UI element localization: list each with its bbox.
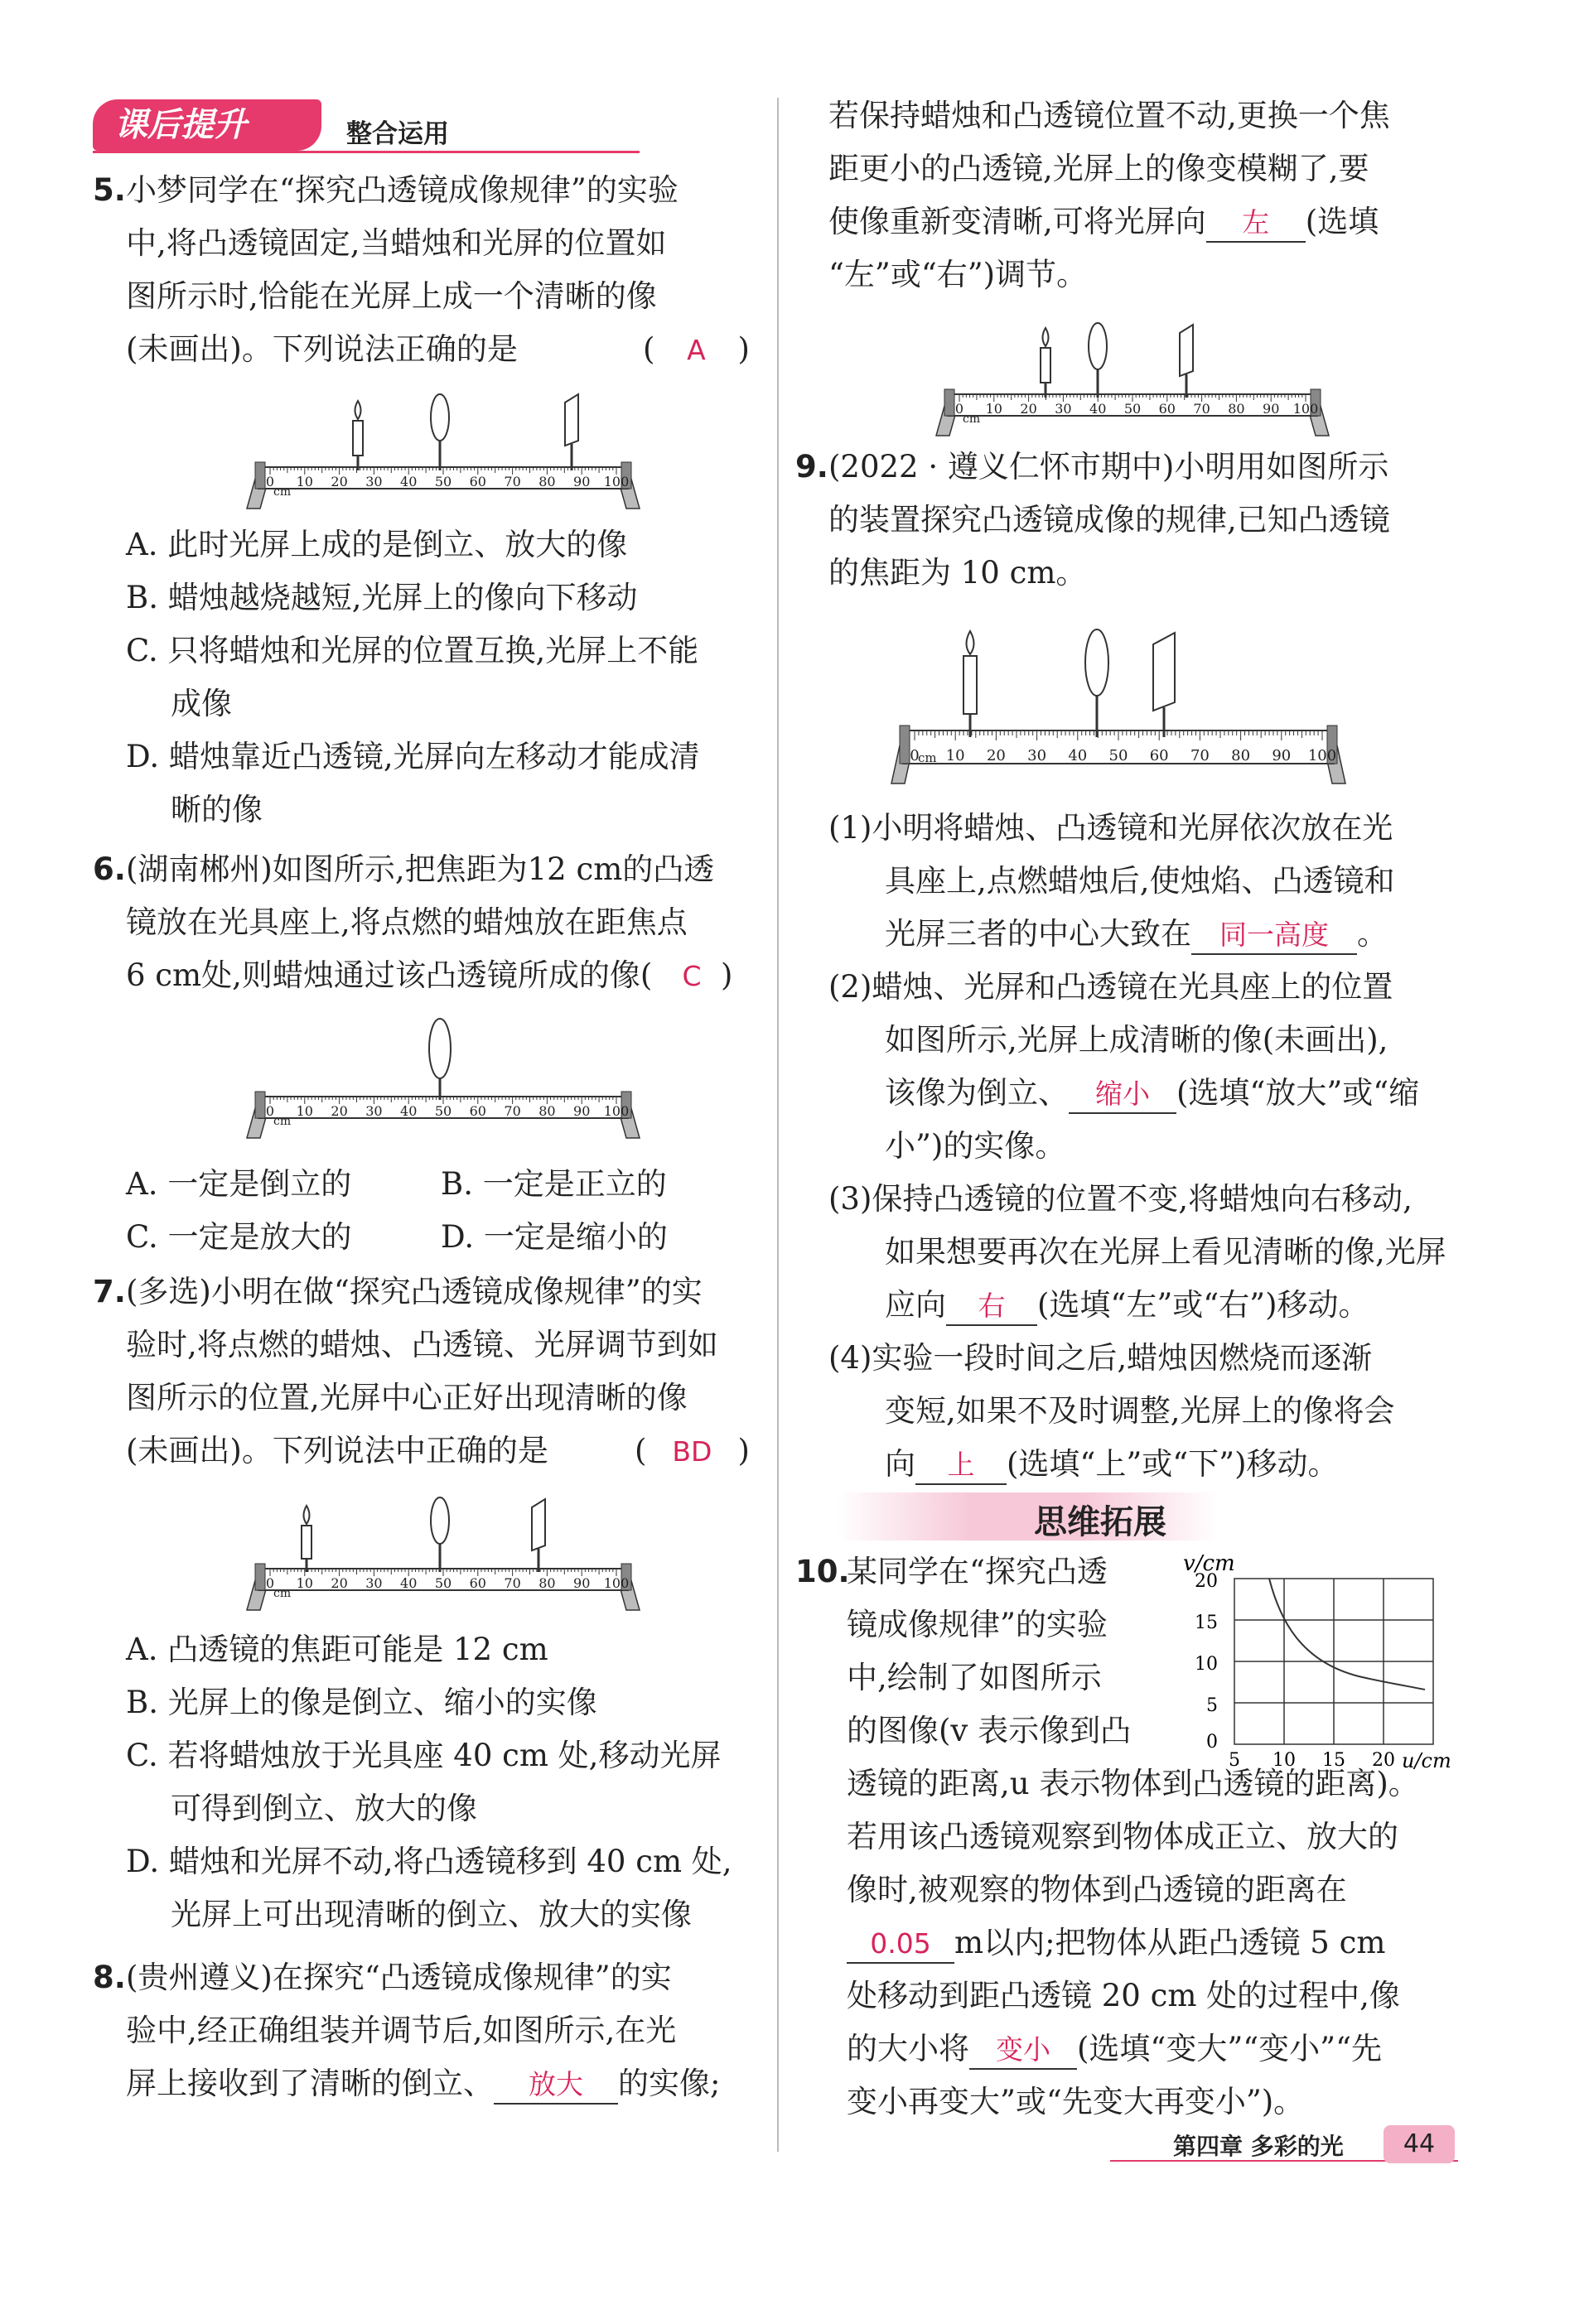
page-number: 44 <box>1384 2125 1455 2163</box>
q6-line: 6 cm处,则蜡烛通过该凸透镜所成的像( <box>126 957 653 993</box>
q5-option-a: A. 此时光屏上成的是倒立、放大的像 <box>126 527 628 562</box>
bench-tick-label: 30 <box>365 1103 383 1119</box>
bench-tick-label: 0 <box>265 1575 275 1591</box>
q5-line: 中,将凸透镜固定,当蜡烛和光屏的位置如 <box>126 225 667 261</box>
q10-answer-1: 0.05 <box>870 1927 931 1960</box>
q10-line-tail: m以内;把物体从距凸透镜 5 cm <box>954 1925 1386 1960</box>
q9-part3: (3)保持凸透镜的位置不变,将蜡烛向右移动, <box>828 1181 1413 1217</box>
bench-tick-label: 70 <box>504 1575 521 1591</box>
q5-option-c-cont: 成像 <box>171 686 232 721</box>
bench-tick-label: 70 <box>504 1103 521 1119</box>
q9-part2: 小”)的实像。 <box>885 1128 1066 1164</box>
candle-icon <box>1041 328 1050 398</box>
bench-tick-label: 60 <box>469 1575 486 1591</box>
q7-option-a: A. 凸透镜的焦距可能是 12 cm <box>126 1632 548 1667</box>
bench-tick-label: 60 <box>1158 401 1176 417</box>
candle-icon <box>353 401 363 470</box>
bench-tick-label: 60 <box>1149 747 1169 764</box>
q9-blank-1[interactable] <box>1191 916 1357 955</box>
q7-option-d-cont: 光屏上可出现清晰的倒立、放大的实像 <box>171 1897 692 1932</box>
q9-part1-with-blank <box>885 908 1388 961</box>
candle-icon <box>302 1506 311 1572</box>
q8-blank-1[interactable] <box>494 2066 618 2105</box>
q9-part2: 如图所示,光屏上成清晰的像(未画出), <box>885 1022 1388 1058</box>
q6-option-d: D. 一定是缩小的 <box>441 1219 668 1255</box>
bench-tick-label: 10 <box>945 747 965 764</box>
q9-part2: 该像为倒立、 <box>885 1075 1069 1111</box>
q8-line-with-blank <box>828 195 1379 248</box>
graph-ylabel: v/cm <box>1183 1551 1235 1576</box>
bench-tick-label: 10 <box>296 1575 313 1591</box>
bench-tick-label: 30 <box>1055 401 1072 417</box>
bench-tick-label: 20 <box>986 747 1006 764</box>
lens-icon <box>429 1019 451 1100</box>
q5-option-c: C. 只将蜡烛和光屏的位置互换,光屏上不能 <box>126 633 699 668</box>
bench-unit-label: cm <box>273 1115 292 1128</box>
q10-line: 中,绘制了如图所示 <box>847 1660 1102 1695</box>
q7-line: 验时,将点燃的蜡烛、凸透镜、光屏调节到如 <box>126 1327 718 1362</box>
footer-chapter: 第四章 多彩的光 <box>1173 2133 1344 2160</box>
column-divider <box>777 98 779 2152</box>
optical-bench <box>247 1092 640 1138</box>
screen-icon <box>565 394 578 470</box>
bench-tick-label: 30 <box>1027 747 1047 764</box>
q9-line: 的装置探究凸透镜成像的规律,已知凸透镜 <box>828 502 1390 538</box>
lens-icon <box>431 1497 449 1572</box>
q5-answer: A <box>687 334 706 366</box>
bench-tick-label: 40 <box>400 1103 418 1119</box>
q10-answer-2: 变小 <box>996 2033 1050 2066</box>
bench-unit-label: cm <box>273 485 292 499</box>
section-banner-title: 思维拓展 <box>1034 1503 1166 1541</box>
graph-ytick: 10 <box>1195 1654 1218 1675</box>
bench-tick-label: 40 <box>1068 747 1088 764</box>
q9-part2: (2)蜡烛、光屏和凸透镜在光具座上的位置 <box>828 969 1393 1005</box>
bench-tick-label: 30 <box>365 1575 383 1591</box>
graph-ytick: 20 <box>1195 1571 1218 1592</box>
q8-line-tail: (选填 <box>1305 204 1379 239</box>
lens-icon <box>431 394 449 470</box>
q10-line: 透镜的距离,u 表示物体到凸透镜的距离)。 <box>847 1766 1419 1801</box>
bench-tick-label: 40 <box>400 1575 418 1591</box>
q5-line: 小梦同学在“探究凸透镜成像规律”的实验 <box>126 172 679 208</box>
bench-tick-label: 50 <box>434 1575 452 1591</box>
q8-line-tail: 的实像; <box>618 2066 721 2101</box>
graph-ytick: 15 <box>1195 1613 1218 1633</box>
bench-tick-label: 80 <box>538 1103 556 1119</box>
q9-part4-tail: (选填“上”或“下”)移动。 <box>1007 1446 1339 1482</box>
bench-tick-label: 80 <box>538 474 556 489</box>
q9-part1-tail: 。 <box>1357 916 1388 952</box>
bench-tick-label: 100 <box>603 1575 630 1591</box>
q9-part3-with-blank <box>885 1279 1369 1332</box>
q6-option-c: C. 一定是放大的 <box>126 1219 352 1255</box>
bench-tick-label: 90 <box>573 1575 591 1591</box>
q10-line-with-blank <box>847 2023 1382 2076</box>
q7-line: (多选)小明在做“探究凸透镜成像规律”的实 <box>126 1274 703 1309</box>
q10-line: 处移动到距凸透镜 20 cm 处的过程中,像 <box>847 1978 1400 2013</box>
q7-answer: BD <box>672 1435 712 1468</box>
q10-line: 的图像(v 表示像到凸 <box>847 1713 1132 1748</box>
q6-line: 镜放在光具座上,将点燃的蜡烛放在距焦点 <box>126 904 688 940</box>
lens-icon <box>1089 323 1107 398</box>
section-badge: 课后提升 <box>93 99 321 151</box>
q9-line: (2022 · 遵义仁怀市期中)小明用如图所示 <box>828 449 1389 485</box>
bench-tick-label: 10 <box>296 1103 313 1119</box>
q9-part1: (1)小明将蜡烛、凸透镜和光屏依次放在光 <box>828 810 1393 846</box>
header-rule <box>93 151 640 153</box>
q10-line-with-blank <box>847 1917 1385 1970</box>
q10-graph <box>1176 1545 1458 1769</box>
graph-xtick: 10 <box>1273 1750 1296 1769</box>
screen-icon <box>532 1499 545 1572</box>
candle-icon <box>963 631 977 737</box>
bench-tick-label: 10 <box>985 401 1002 417</box>
bench-unit-label: cm <box>963 412 981 426</box>
q5-bench-figure <box>240 381 646 522</box>
q9-part4-with-blank <box>885 1438 1339 1491</box>
bench-tick-label: 50 <box>434 1103 452 1119</box>
bench-tick-label: 10 <box>296 474 313 489</box>
bench-tick-label: 100 <box>603 474 630 489</box>
bench-tick-label: 100 <box>1307 747 1337 764</box>
q6-answer-paren: C ) <box>663 949 732 1003</box>
q5-answer-paren: ( A ) <box>643 323 750 377</box>
q9-blank-4[interactable] <box>915 1446 1007 1485</box>
q7-option-b: B. 光屏上的像是倒立、缩小的实像 <box>126 1685 597 1720</box>
bench-tick-label: 90 <box>573 474 591 489</box>
q10-blank-2[interactable] <box>969 2031 1077 2070</box>
q7-answer-paren: ( BD ) <box>635 1425 750 1478</box>
bench-tick-label: 60 <box>469 1103 486 1119</box>
q9-answer-2: 缩小 <box>1095 1078 1150 1110</box>
q9-answer-1: 同一高度 <box>1219 919 1329 951</box>
bench-tick-label: 80 <box>1231 747 1251 764</box>
section-subtitle: 整合运用 <box>346 119 449 149</box>
q8-line: 若保持蜡烛和凸透镜位置不动,更换一个焦 <box>828 98 1390 133</box>
bench-tick-label: 50 <box>1108 747 1128 764</box>
q7-option-c: C. 若将蜡烛放于光具座 40 cm 处,移动光屏 <box>126 1738 722 1773</box>
bench-tick-label: 50 <box>1123 401 1142 417</box>
bench-unit-label: cm <box>918 750 937 765</box>
bench-tick-label: 20 <box>331 1103 348 1119</box>
bench-tick-label: 80 <box>1228 401 1245 417</box>
bench-tick-label: 20 <box>331 474 348 489</box>
q6-bench-figure <box>240 1002 646 1151</box>
q7-number: 7. <box>93 1274 126 1309</box>
q6-number: 6. <box>93 851 126 887</box>
bench-tick-label: 100 <box>1292 401 1319 417</box>
graph-xtick: 15 <box>1322 1750 1345 1769</box>
q5-option-d-cont: 晰的像 <box>171 792 263 827</box>
q9-part2-tail: (选填“放大”或“缩 <box>1176 1075 1420 1111</box>
q7-option-c-cont: 可得到倒立、放大的像 <box>171 1791 477 1826</box>
q10-line: 的大小将 <box>847 2031 969 2066</box>
bench-tick-label: 70 <box>1190 747 1210 764</box>
bench-tick-label: 30 <box>365 474 383 489</box>
q5-number: 5. <box>93 172 126 208</box>
q5-option-d: D. 蜡烛靠近凸透镜,光屏向左移动才能成清 <box>126 739 700 774</box>
optical-bench <box>936 389 1329 436</box>
q10-line: 像时,被观察的物体到凸透镜的距离在 <box>847 1872 1347 1907</box>
q6-option-a: A. 一定是倒立的 <box>126 1166 352 1202</box>
q8-line: 距更小的凸透镜,光屏上的像变模糊了,要 <box>828 151 1369 186</box>
graph-grid <box>1234 1579 1433 1744</box>
q5-line: 图所示时,恰能在光屏上成一个清晰的像 <box>126 278 657 314</box>
optical-bench <box>891 726 1345 784</box>
bench-tick-label: 90 <box>1263 401 1280 417</box>
q9-line: 的焦距为 10 cm。 <box>828 555 1087 591</box>
bench-tick-label: 0 <box>910 747 920 764</box>
graph-xlabel: u/cm <box>1402 1749 1451 1769</box>
q9-answer-3: 右 <box>978 1290 1006 1322</box>
q9-bench-figure <box>870 615 1367 797</box>
bench-tick-label: 20 <box>1020 401 1037 417</box>
bench-tick-label: 60 <box>469 474 486 489</box>
graph-curve <box>1269 1579 1425 1690</box>
q10-number: 10. <box>795 1554 850 1589</box>
q5-option-b: B. 蜡烛越烧越短,光屏上的像向下移动 <box>126 580 638 615</box>
optical-bench <box>247 462 640 509</box>
q7-line: 图所示的位置,光屏中心正好出现清晰的像 <box>126 1380 688 1415</box>
q9-part3-tail: (选填“左”或“右”)移动。 <box>1037 1287 1369 1323</box>
q6-answer: C <box>682 960 702 992</box>
bench-tick-label: 40 <box>400 474 418 489</box>
bench-tick-label: 40 <box>1089 401 1107 417</box>
q8-line: “左”或“右”)调节。 <box>828 257 1088 292</box>
q9-part1: 光屏三者的中心大致在 <box>885 916 1191 952</box>
bench-tick-label: 100 <box>603 1103 630 1119</box>
q8-blank-2[interactable] <box>1206 204 1306 243</box>
bench-tick-label: 0 <box>265 1103 275 1119</box>
q7-bench-figure <box>240 1483 646 1623</box>
screen-icon <box>1153 633 1175 737</box>
bench-tick-label: 0 <box>954 401 964 417</box>
q9-part3: 应向 <box>885 1287 946 1323</box>
q9-part4: (4)实验一段时间之后,蜡烛因燃烧而逐渐 <box>828 1340 1373 1376</box>
screen-icon <box>1180 325 1193 398</box>
q8-line: 使像重新变清晰,可将光屏向 <box>828 204 1206 239</box>
graph-xtick: 5 <box>1229 1750 1240 1769</box>
q8-answer-1: 放大 <box>529 2068 583 2100</box>
bench-tick-label: 70 <box>504 474 521 489</box>
lens-icon <box>1085 629 1108 737</box>
q9-part3: 如果想要再次在光屏上看见清晰的像,光屏 <box>885 1234 1446 1270</box>
q10-line-tail: (选填“变大”“变小”“先 <box>1077 2031 1383 2066</box>
bench-tick-label: 70 <box>1193 401 1210 417</box>
bench-tick-label: 90 <box>573 1103 591 1119</box>
q9-number: 9. <box>795 449 828 485</box>
bench-tick-label: 0 <box>265 474 275 489</box>
q6-line: (湖南郴州)如图所示,把焦距为12 cm的凸透 <box>126 851 715 887</box>
graph-ytick: 5 <box>1206 1695 1218 1716</box>
q8-number: 8. <box>93 1960 126 1995</box>
q8-line: 验中,经正确组装并调节后,如图所示,在光 <box>126 2013 677 2048</box>
q8-line: (贵州遵义)在探究“凸透镜成像规律”的实 <box>126 1960 672 1995</box>
q9-part2-with-blank <box>885 1067 1419 1120</box>
q6-option-b: B. 一定是正立的 <box>441 1166 667 1202</box>
q9-part1: 具座上,点燃蜡烛后,使烛焰、凸透镜和 <box>885 863 1395 899</box>
graph-origin: 0 <box>1206 1732 1218 1753</box>
bench-tick-label: 20 <box>331 1575 348 1591</box>
q7-line: (未画出)。下列说法中正确的是 <box>126 1433 548 1468</box>
bench-tick-label: 80 <box>538 1575 556 1591</box>
q8-line: 屏上接收到了清晰的倒立、 <box>126 2066 494 2101</box>
q9-blank-3[interactable] <box>946 1287 1037 1326</box>
q9-blank-2[interactable] <box>1069 1075 1176 1114</box>
bench-tick-label: 90 <box>1272 747 1292 764</box>
q9-part4: 变短,如果不及时调整,光屏上的像将会 <box>885 1393 1395 1429</box>
graph-xtick: 20 <box>1372 1750 1395 1769</box>
q8-line-with-blank <box>126 2057 720 2110</box>
q10-blank-1[interactable] <box>847 1925 954 1964</box>
q10-line: 变小再变大”或“先变大再变小”)。 <box>847 2084 1305 2119</box>
q9-part4: 向 <box>885 1446 915 1482</box>
q5-line: (未画出)。下列说法正确的是 <box>126 331 518 367</box>
q10-line: 某同学在“探究凸透 <box>847 1554 1108 1589</box>
q10-line: 镜成像规律”的实验 <box>847 1607 1108 1642</box>
bench-unit-label: cm <box>273 1587 292 1600</box>
bench-tick-label: 50 <box>434 474 452 489</box>
q7-option-d: D. 蜡烛和光屏不动,将凸透镜移到 40 cm 处, <box>126 1844 732 1879</box>
q10-line: 若用该凸透镜观察到物体成正立、放大的 <box>847 1819 1398 1854</box>
q8-answer-2: 左 <box>1242 206 1270 239</box>
q8-bench-figure <box>930 308 1335 449</box>
q9-answer-4: 上 <box>947 1449 975 1481</box>
